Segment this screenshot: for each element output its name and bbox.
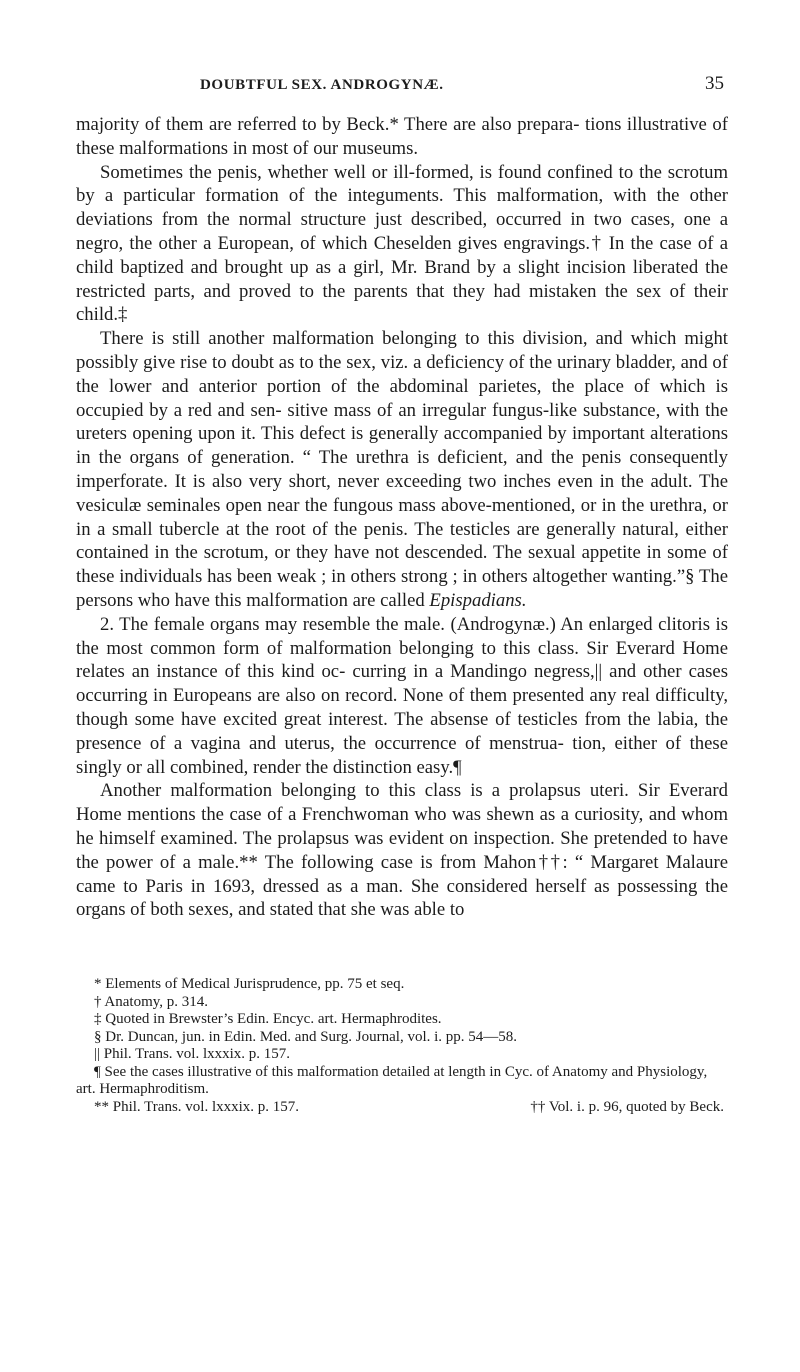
body-text [76,113,728,922]
paragraph-3 [76,327,728,613]
paragraph-5: Another malformation belonging to this class is a prolapsus uteri. Sir Everard Home mentions the case of a Frenchwoman who was shewn as a curiosity, and whom he himself examined. The prolapsus was evident on inspection. She pretended to have the power of a male.** The following case is from Mahon††: “ Margaret Malaure came to Paris in 1693, dressed as a man. She considered herself as possessing the organs of both sexes, and stated that she was able to [76,780,728,921]
paragraph-3-text: There is still another malformation belonging to this division, and which might possibly give rise to doubt as to the sex, viz. a deficiency of the urinary bladder, and of the lower and anterior portion of the abdominal parietes, the place of which is occupied by a red and sen- sitive mass of an irregular fungus-like substance, with the ureters opening upon it. This defect is generally accompanied by important alterations in the organs of generation. “ The urethra is deficient, and the penis consequently imperforate. It is also very short, never exceeding two inches even in the adult. The vesiculæ seminales open near the fungous mass above-mentioned, or in the urethra, or in a small tubercle at the root of the penis. The testicles are generally natural, either contained in the scrotum, or they have not descended. The sexual appetite in some of these individuals has been weak ; in others strong ; in others altogether wanting.”§ The persons who have this malformation are called [76,328,728,611]
footnote-7-left: ** Phil. Trans. vol. lxxxix. p. 157. [94,1098,300,1115]
paragraph-2: Sometimes the penis, whether well or ill-formed, is found confined to the scrotum by a particular formation of the integuments. This malformation, with the other deviations from the normal structure just described, occurred in two cases, one a negro, the other a European, of which Cheselden gives engravings.† In the case of a child baptized and brought up as a girl, Mr. Brand by a slight incision liberated the restricted parts, and proved to the parents that they had mistaken the sex of their child.‡ [76,161,728,326]
footnotes [76,976,728,1116]
paragraph-4: 2. The female organs may resemble the male. (Androgynæ.) An enlarged clitoris is the most common form of malformation belonging to this class. Sir Everard Home relates an instance of this kind oc- curring in a Mandingo negress,|| and other cases occurring in Europeans are also on record. None of them presented any real difficulty, though some have excited great interest. The absense of testicles from the labia, the presence of a vagina and uterus, the occurrence of menstrua- tion, either of these singly or all combined, render the distinction easy.¶ [76,613,728,778]
footnote-3: ‡ Quoted in Brewster’s Edin. Encyc. art. Hermaphrodites. [94,1011,442,1027]
page-number: 35 [705,73,724,94]
epispadians-term: Epispadians. [429,589,527,611]
page-header [200,73,724,99]
footnote-5: || Phil. Trans. vol. lxxxix. p. 157. [94,1046,291,1062]
footnote-7 [76,1099,728,1117]
footnote-4: § Dr. Duncan, jun. in Edin. Med. and Surg. Journal, vol. i. pp. 54—58. [94,1028,518,1045]
running-head: DOUBTFUL SEX. ANDROGYNÆ. [200,77,444,93]
footnote-1: * Elements of Medical Jurisprudence, pp. 75 et seq. [94,976,405,992]
footnote-2: † Anatomy, p. 314. [94,993,209,1010]
footnote-7-right: †† Vol. i. p. 96, quoted by Beck. [530,1098,724,1115]
footnote-6: ¶ See the cases illustrative of this malformation detailed at length in Cyc. of Anatomy and Physiology, art. Hermaphroditism. [76,1063,708,1097]
paragraph-1: majority of them are referred to by Beck.* There are also prepara- tions illustrative of these malformations in most of our museums. [76,114,728,159]
